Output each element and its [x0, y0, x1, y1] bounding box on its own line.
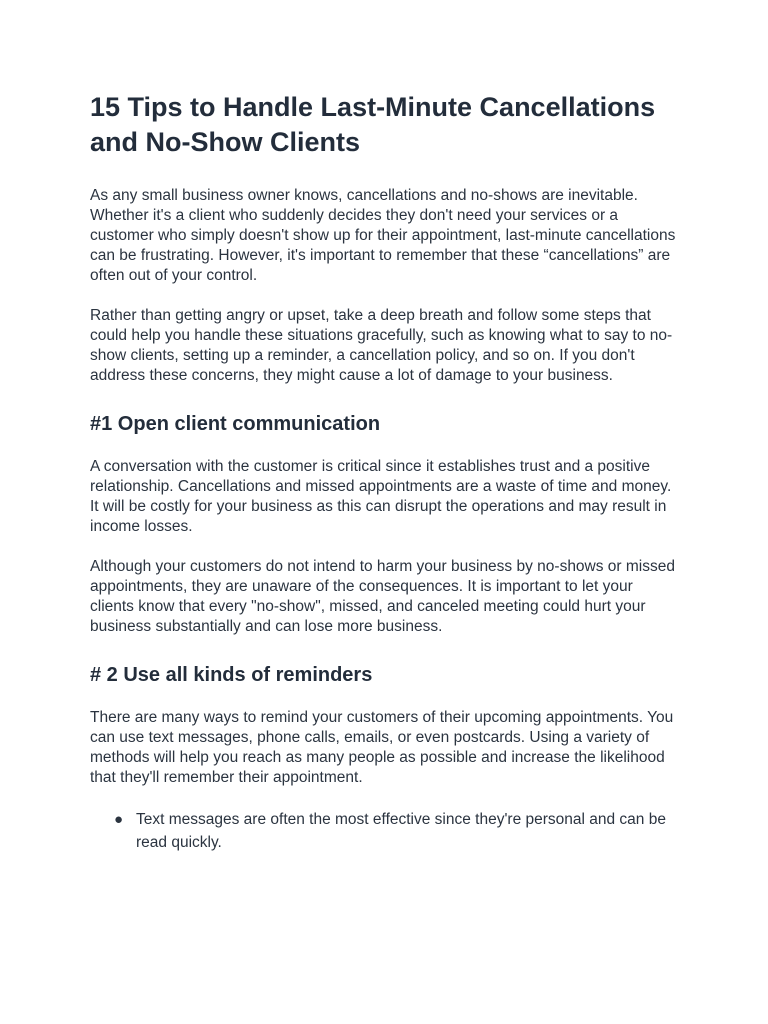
- section-1-paragraph-1: A conversation with the customer is critical since it establishes trust and a positive relationship. Cancellations and missed appointments are a waste of time and money. It will be costly for your business as this can disrupt the operations and may result in income losses.: [90, 458, 672, 535]
- section-1-paragraph-2: Although your customers do not intend to harm your business by no-shows or missed appointments, they are unaware of the consequences. It is important to let your clients know that every "no-show", missed, and canceled meeting could hurt your business substantially and can lose more business.: [90, 558, 675, 635]
- page-title: 15 Tips to Handle Last-Minute Cancellations and No-Show Clients: [90, 92, 656, 157]
- reminder-bullet-list: [90, 808, 680, 854]
- intro-paragraph-2: Rather than getting angry or upset, take a deep breath and follow some steps that could help you handle these situations gracefully, such as knowing what to say to no-show clients, setting up a reminder, a cancellation policy, and so on. If you don't address these concerns, they might cause a lot of damage to your business.: [90, 307, 673, 384]
- section-heading-1: #1 Open client communication: [90, 413, 381, 435]
- list-item-text: Text messages are often the most effective since they're personal and can be read quickly.: [136, 811, 666, 851]
- bullet-icon: ●: [114, 811, 124, 828]
- list-item: [90, 808, 680, 854]
- intro-paragraph-1: As any small business owner knows, cancellations and no-shows are inevitable. Whether it's a client who suddenly decides they don't need your services or a customer who simply doesn't show up for their appointment, last-minute cancellations can be frustrating. However, it's important to remember that these “cancellations” are often out of your control.: [90, 187, 676, 284]
- section-heading-2: # 2 Use all kinds of reminders: [90, 664, 373, 686]
- document-page: [90, 90, 680, 854]
- section-2-paragraph-1: There are many ways to remind your customers of their upcoming appointments. You can use text messages, phone calls, emails, or even postcards. Using a variety of methods will help you reach as many people as possible and increase the likelihood that they'll remember their appointment.: [90, 709, 674, 786]
